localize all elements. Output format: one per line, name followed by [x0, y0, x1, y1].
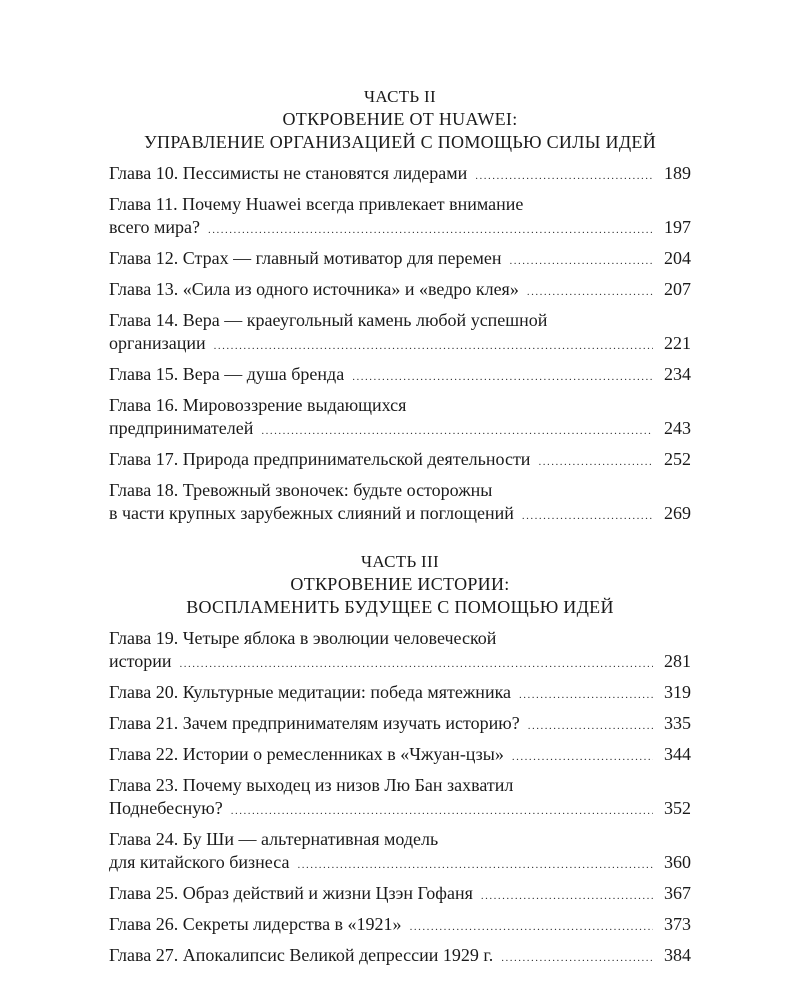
toc-entry[interactable] — [109, 162, 691, 188]
toc-page-number: 243 — [664, 418, 691, 438]
dot-leader — [231, 800, 653, 823]
toc-entry[interactable] — [109, 479, 691, 528]
toc-entry-title: Глава 24. Бу Ши — альтернативная модель — [109, 829, 439, 849]
dot-leader — [180, 653, 653, 676]
toc-entry-title-cont: истории — [109, 651, 172, 671]
toc-entry[interactable] — [109, 944, 691, 970]
toc-entry[interactable] — [109, 278, 691, 304]
toc-entry-title: Глава 13. «Сила из одного источника» и «ведро клея» — [109, 279, 519, 299]
toc-page-number: 197 — [664, 217, 691, 237]
toc-entry-title: Глава 11. Почему Huawei всегда привлекает внимание — [109, 194, 524, 214]
toc-entry-title: Глава 22. Истории о ремесленниках в «Чжуан-цзы» — [109, 744, 504, 764]
toc-page-number: 360 — [664, 852, 691, 872]
toc-entry[interactable] — [109, 712, 691, 738]
toc-entry[interactable] — [109, 681, 691, 707]
toc-page-number: 221 — [664, 333, 691, 353]
toc-page-number: 384 — [664, 945, 691, 965]
toc-entry-title-cont: всего мира? — [109, 217, 201, 237]
toc-entry[interactable] — [109, 193, 691, 242]
toc-entry-title: Глава 17. Природа предпринимательской деятельности — [109, 449, 531, 469]
part-title: ОТКРОВЕНИЕ ИСТОРИИ: — [290, 574, 510, 594]
part-2-toc — [109, 162, 691, 528]
dot-leader — [527, 281, 653, 304]
toc-entry-title-cont: предпринимателей — [109, 418, 254, 438]
toc-entry[interactable] — [109, 448, 691, 474]
dot-leader — [538, 451, 653, 474]
toc-entry-title-cont: для китайского бизнеса — [109, 852, 290, 872]
toc-entry[interactable] — [109, 394, 691, 443]
toc-page-number: 207 — [664, 279, 691, 299]
dot-leader — [475, 165, 653, 188]
toc-page-number: 252 — [664, 449, 691, 469]
toc-entry[interactable] — [109, 882, 691, 908]
part-number: ЧАСТЬ II — [364, 87, 436, 106]
toc-page-number: 373 — [664, 914, 691, 934]
dot-leader — [481, 885, 653, 908]
part-3-toc — [109, 627, 691, 970]
toc-entry-title-cont: в части крупных зарубежных слияний и поглощений — [109, 503, 514, 523]
dot-leader — [352, 366, 653, 389]
toc-page-number: 269 — [664, 503, 691, 523]
toc-entry-title-cont: Поднебесную? — [109, 798, 223, 818]
toc-entry-title: Глава 27. Апокалипсис Великой депрессии 1929 г. — [109, 945, 494, 965]
dot-leader — [214, 335, 653, 358]
toc-entry[interactable] — [109, 363, 691, 389]
part-subtitle: УПРАВЛЕНИЕ ОРГАНИЗАЦИЕЙ С ПОМОЩЬЮ СИЛЫ ИДЕЙ — [143, 132, 656, 152]
toc-entry-title: Глава 18. Тревожный звоночек: будьте осторожны — [109, 480, 493, 500]
toc-entry-title: Глава 16. Мировоззрение выдающихся — [109, 395, 407, 415]
part-3-header — [109, 550, 691, 619]
dot-leader — [208, 219, 653, 242]
toc-page-number: 335 — [664, 713, 691, 733]
part-number: ЧАСТЬ III — [361, 552, 439, 571]
toc-entry[interactable] — [109, 309, 691, 358]
toc-page-number: 319 — [664, 682, 691, 702]
toc-page-number: 352 — [664, 798, 691, 818]
toc-page-number: 367 — [664, 883, 691, 903]
toc-entry-title: Глава 15. Вера — душа бренда — [109, 364, 345, 384]
part-2-header — [109, 85, 691, 154]
toc-page-number: 344 — [664, 744, 691, 764]
toc-entry[interactable] — [109, 627, 691, 676]
dot-leader — [519, 684, 653, 707]
toc-page-number: 281 — [664, 651, 691, 671]
toc-entry[interactable] — [109, 774, 691, 823]
toc-page-number: 204 — [664, 248, 691, 268]
toc-entry-title: Глава 21. Зачем предпринимателям изучать историю? — [109, 713, 520, 733]
dot-leader — [501, 947, 653, 970]
toc-entry-title: Глава 25. Образ действий и жизни Цзэн Гофаня — [109, 883, 473, 903]
dot-leader — [297, 854, 653, 877]
dot-leader — [522, 505, 653, 528]
toc-entry-title: Глава 19. Четыре яблока в эволюции человеческой — [109, 628, 497, 648]
dot-leader — [410, 916, 653, 939]
toc-entry[interactable] — [109, 743, 691, 769]
dot-leader — [512, 746, 653, 769]
toc-entry-title: Глава 26. Секреты лидерства в «1921» — [109, 914, 402, 934]
dot-leader — [528, 715, 653, 738]
toc-entry[interactable] — [109, 247, 691, 273]
part-subtitle: ВОСПЛАМЕНИТЬ БУДУЩЕЕ С ПОМОЩЬЮ ИДЕЙ — [186, 597, 614, 617]
toc-page-number: 189 — [664, 163, 691, 183]
toc-page-number: 234 — [664, 364, 691, 384]
toc-entry[interactable] — [109, 828, 691, 877]
toc-entry-title: Глава 12. Страх — главный мотиватор для перемен — [109, 248, 502, 268]
toc-entry-title: Глава 20. Культурные медитации: победа мятежника — [109, 682, 512, 702]
toc-entry-title-cont: организации — [109, 333, 206, 353]
dot-leader — [510, 250, 653, 273]
toc-entry[interactable] — [109, 913, 691, 939]
toc-entry-title: Глава 14. Вера — краеугольный камень любой успешной — [109, 310, 548, 330]
part-title: ОТКРОВЕНИЕ ОТ HUAWEI: — [282, 109, 518, 129]
toc-entry-title: Глава 23. Почему выходец из низов Лю Бан захватил — [109, 775, 514, 795]
dot-leader — [261, 420, 653, 443]
toc-entry-title: Глава 10. Пессимисты не становятся лидерами — [109, 163, 468, 183]
